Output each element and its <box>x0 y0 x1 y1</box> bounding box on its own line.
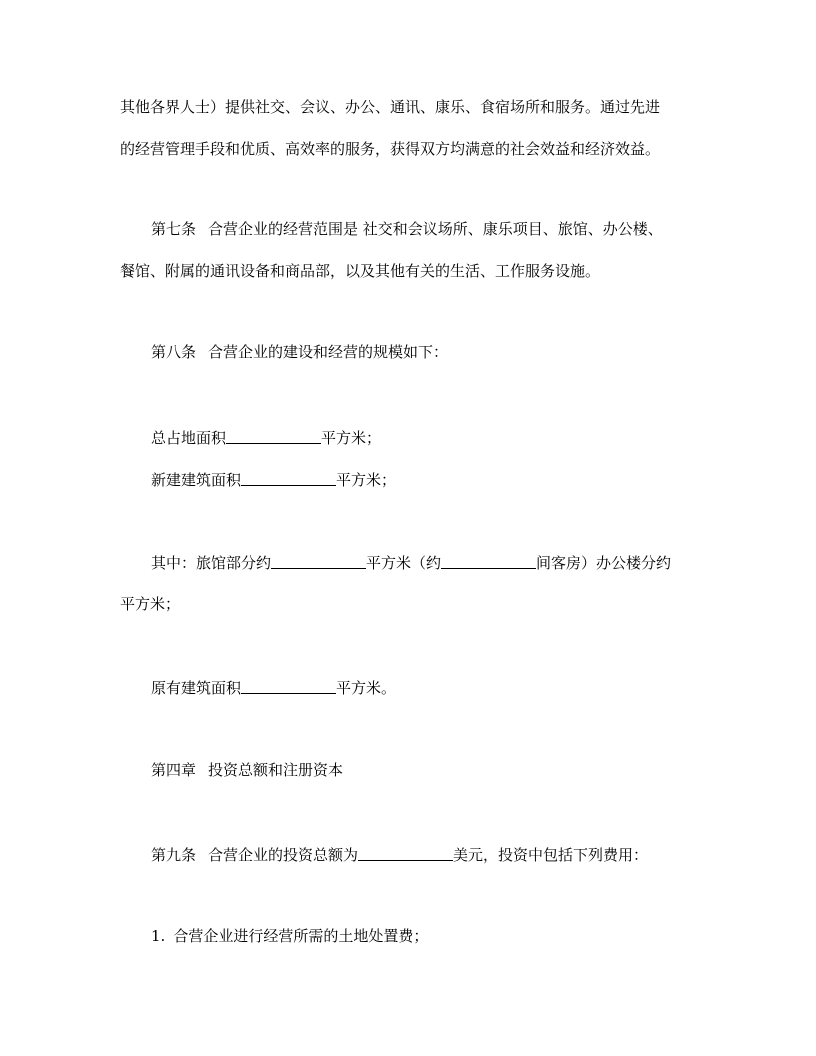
new-area-line <box>151 471 396 488</box>
paragraph-line <box>120 100 660 115</box>
fill-blank[interactable] <box>358 846 453 861</box>
list-item-1 <box>151 929 428 944</box>
article-8-text: 合营企业的建设和经营的规模如下： <box>208 343 449 361</box>
text: 平方米。 <box>336 679 397 697</box>
text: 平方米（约 <box>366 554 442 572</box>
text: 平方米； <box>321 429 382 447</box>
text: 原有建筑面积 <box>151 679 242 697</box>
total-area-line <box>151 429 381 446</box>
article-7-line <box>151 222 663 237</box>
chapter-4-heading <box>151 763 343 778</box>
text: 的经营管理手段和优质、高效率的服务，获得双方均满意的社会效益和经济效益。 <box>120 140 661 158</box>
text: 新建建筑面积 <box>151 471 242 489</box>
article-7-label: 第七条 <box>151 220 197 238</box>
list-item-text: 合营企业进行经营所需的土地处置费； <box>173 927 429 945</box>
chapter-4-label: 第四章 <box>151 761 197 779</box>
chapter-4-title: 投资总额和注册资本 <box>208 761 344 779</box>
text: 其他各界人士）提供社交、会议、办公、通讯、康乐、食宿场所和服务。通过先进 <box>120 98 661 116</box>
article-9-label: 第九条 <box>151 846 197 864</box>
article-7-continuation <box>120 264 600 279</box>
fill-blank[interactable] <box>441 554 536 569</box>
paragraph-line <box>120 142 660 157</box>
fill-blank[interactable] <box>241 679 336 694</box>
text: 间客房）办公楼分约 <box>536 554 672 572</box>
article-8-line <box>151 345 448 360</box>
text: 合营企业的投资总额为 <box>208 846 359 864</box>
article-7-text: 合营企业的经营范围是 社交和会议场所、康乐项目、旅馆、办公楼、 <box>208 220 663 238</box>
text: 其中：旅馆部分约 <box>151 554 272 572</box>
list-item-number: 1. <box>151 927 166 945</box>
fill-blank[interactable] <box>271 554 366 569</box>
fill-blank[interactable] <box>241 471 336 486</box>
article-8-label: 第八条 <box>151 343 197 361</box>
text: 总占地面积 <box>151 429 227 447</box>
text: 餐馆、附属的通讯设备和商品部，以及其他有关的生活、工作服务设施。 <box>120 262 601 280</box>
text: 平方米； <box>336 471 397 489</box>
text: 平方米； <box>120 595 181 613</box>
text: 美元，投资中包括下列费用： <box>453 846 649 864</box>
among-line <box>151 554 671 571</box>
fill-blank[interactable] <box>226 429 321 444</box>
original-area-line <box>151 679 396 696</box>
article-9-line <box>151 846 648 863</box>
among-continuation <box>120 597 180 612</box>
